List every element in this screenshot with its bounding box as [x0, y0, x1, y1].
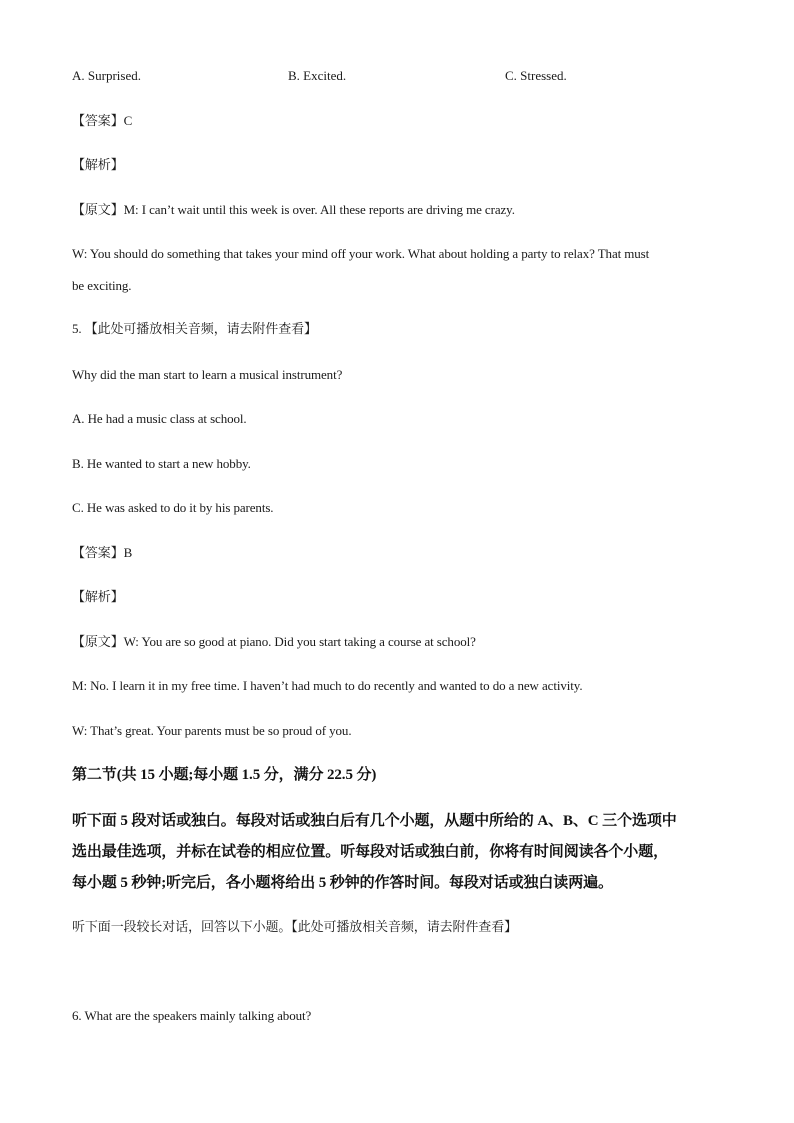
q5-transcript-line: 【原文】W: You are so good at piano. Did you start taking a course at school? [72, 634, 476, 649]
section2-instruction-line: 选出最佳选项，并标在试卷的相应位置。听每段对话或独白前，你将有时间阅读各个小题， [72, 844, 669, 860]
q4-transcript-line: W: You should do something that takes your mind off your work. What about holding a party to relax? That must [72, 246, 650, 261]
q4-option-c: C. Stressed. [505, 68, 567, 83]
q4-transcript-line: 【原文】M: I can’t wait until this week is over. All these reports are driving me crazy. [72, 202, 515, 217]
q4-option-a: A. Surprised. [72, 68, 141, 83]
section2-instruction-line: 每小题 5 秒钟;听完后，各小题将给出 5 秒钟的作答时间。每段对话或独白读两遍。 [72, 875, 613, 891]
q4-analysis-label: 【解析】 [72, 157, 124, 172]
q6-question: 6. What are the speakers mainly talking about? [72, 1008, 312, 1023]
q5-question: Why did the man start to learn a musical instrument? [72, 367, 343, 382]
q4-answer: 【答案】C [72, 113, 133, 128]
section2-instruction-line: 听下面 5 段对话或独白。每段对话或独白后有几个小题，从题中所给的 A、B、C 三个选项中 [72, 813, 677, 829]
q5-option-a: A. He had a music class at school. [72, 411, 247, 426]
q5-transcript-line: M: No. I learn it in my free time. I haven’t had much to do recently and wanted to do a new activity. [72, 678, 583, 693]
q5-option-b: B. He wanted to start a new hobby. [72, 456, 251, 471]
q5-transcript-line: W: That’s great. Your parents must be so proud of you. [72, 723, 352, 738]
q5-analysis-label: 【解析】 [72, 589, 124, 604]
q5-option-c: C. He was asked to do it by his parents. [72, 500, 274, 515]
q5-answer: 【答案】B [72, 545, 133, 560]
section2-heading: 第二节(共 15 小题;每小题 1.5 分，满分 22.5 分) [72, 767, 377, 783]
q5-title: 5. 【此处可播放相关音频，请去附件查看】 [72, 321, 317, 336]
q4-transcript-line: be exciting. [72, 278, 132, 293]
q4-option-b: B. Excited. [288, 68, 347, 83]
section2-intro: 听下面一段较长对话，回答以下小题。【此处可播放相关音频，请去附件查看】 [72, 919, 518, 934]
